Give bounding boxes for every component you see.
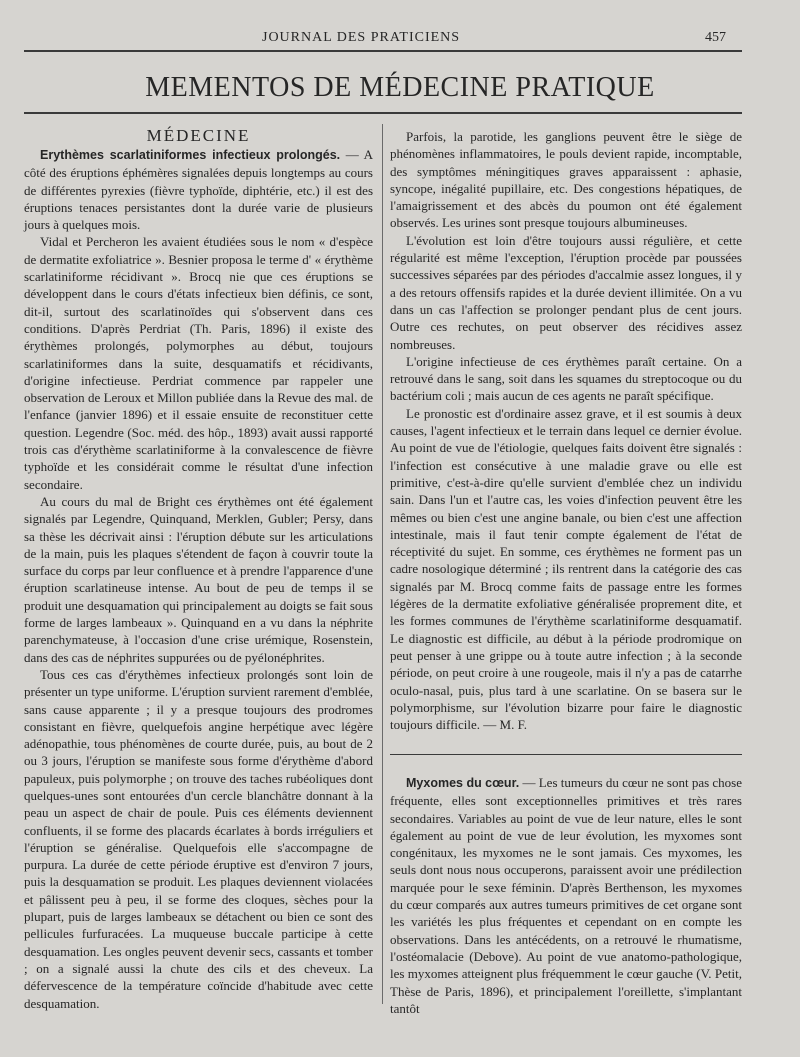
article-paragraph: Au cours du mal de Bright ces érythèmes ont été également signalés par Legendre, Quinquand, Merklen, Gubler; Persy, dans sa thèse les décrivait ainsi : l'éruption débute sur les articulations de la main, puis les plaques s'étendent de façon à couvrir toute la surface du corps par leur confluence et à prendre l'apparence d'une éruption scarlatineuse intense. Au bout de peu de temps il se produit une desquamation qui principalement au doigts se fait sous forme de larges lambeaux ». Quinquand en a vu dans la néphrite parenchymateuse, à l'occasion d'une crise urémique, Rosenstein, dans des cas de néphrites suppurées ou de pyélonéphrites. [24, 493, 373, 665]
right-column [390, 128, 742, 733]
article-title: Erythèmes scarlatiniformes infectieux prolongés. [40, 148, 341, 162]
section-subheading: MÉDECINE [146, 126, 251, 145]
header-rule [24, 50, 742, 52]
article-title: Myxomes du cœur. [406, 776, 520, 790]
article-paragraph: L'évolution est loin d'être toujours aussi régulière, et cette régularité est même l'exception, l'éruption procède par poussées successives séparées par des périodes d'accalmie assez longues, il y a des retours offensifs rapides et la durée devient illimitée. On a vu dans un cas l'affection se prolonger pendant plus de cent jours. Outre ces rechutes, on peut observer des récidives assez nombreuses. [390, 232, 742, 352]
article-paragraph: Le pronostic est d'ordinaire assez grave, et il est soumis à deux causes, l'agent infectieux et le terrain dans lequel ce dernier évolue. Au point de vue de l'étiologie, quelques faits doivent être signalés : l'infection est consécutive à une maladie grave ou elle est primitive, c'est-à-dire qu'elle survient d'emblée chez un individu sain. Dans l'un et l'autre cas, les voies d'infection peuvent être les mêmes ou bien c'est une angine banale, ou bien c'est une affection intestinale, mais il faut tenir compte également de l'état de réceptivité du sujet. En somme, ces érythèmes ne forment pas un cadre nosologique déterminé ; ils rentrent dans la catégorie des cas signalés par M. Brocq comme faits de passage entre les formes légères de la dermatite exfoliative généralisée proprement dite, et les formes communes de l'érythème scarlatiniforme desquamatif. Le diagnostic est difficile, au début à la période prodromique on peut penser à une grippe ou à toute autre infection ; à la seconde période, on peut croire à une rougeole, mais il n'y a pas de catarrhe oculo-nasal, puis, plus tard à une scarlatine. On se basera sur le polymorphisme, sur l'évolution bizarre pour faire le diagnostic toujours difficile. — M. F. [390, 405, 742, 733]
article-text: — Les tumeurs du cœur ne sont pas chose fréquente, elles sont exceptionnelles primitives et très rares secondaires. Variables au point de vue de leur nature, elles le sont également au point de vue de leur évolution, les myxomes sont congénitaux, les myxomes ne le sont jamais. Ces myxomes, les seuls dont nous nous occuperons, paraissent avoir une prédilection marquée pour le sexe féminin. D'après Berthenson, les myxomes du cœur comparés aux autres tumeurs primitives de cet organe sont les variétés les plus fréquentes et cependant on en compte les observations. Dans les antécédents, on a retrouvé le rhumatisme, l'ostéomalacie (Debove). Au point de vue anatomo-pathologique, les myxomes atteignent plus fréquemment le cœur gauche (V. Petit, Thèse de Paris, 1896), et principalement l'oreillette, s'implantant tantôt [390, 775, 742, 1016]
page-number: 457 [705, 30, 726, 45]
article-paragraph: — A côté des éruptions éphémères signalées depuis longtemps au cours de différentes pyrexies (fièvre typhoïde, diphtérie, etc.) il est des éruptions tenaces persistantes dont la durée varie de plusieurs jours à quelques mois. [24, 147, 374, 233]
article-paragraph: Tous ces cas d'érythèmes infectieux prolongés sont loin de présenter un type uniforme. L'éruption survient rarement d'emblée, sans cause apparente ; il y a presque toujours des prodromes consistant en fièvre, quelquefois angine herpétique avec légère adénopathie, tous phénomènes de courte durée, puis, au bout de 2 ou 3 jours, l'éruption se manifeste sous forme d'érythème d'abord papuleux, puis polymorphe ; on trouve des taches rubéoliques dont quelques-unes sont entourées d'un cercle blanchâtre donnant à la peau un aspect de chair de poule. Puis ces éléments deviennent confluents, il se forme des placards écarlates à bords irréguliers et l'éruption se généralise. Quelquefois elle s'accompagne de purpura. La durée de cette période éruptive est d'environ 7 jours, puis la desquamation se produit. Les plaques deviennent violacées et pâlissent peu à peu, il se forme des cloques, sèches pour la plupart, puis de larges lambeaux se détachent ou bien ce sont des pellicules furfuracées. La muqueuse buccale participe à cette desquamation. Les ongles peuvent devenir secs, cassants et tomber ; on a signalé aussi la chute des cils et des cheveux. La défervescence de la température coïncide d'habitude avec cette desquamation. [24, 666, 373, 1011]
article-lead-paragraph [24, 146, 373, 233]
left-column [24, 126, 373, 1012]
column-divider [382, 124, 383, 1004]
second-article [390, 774, 742, 1017]
title-rule [24, 112, 742, 114]
article-paragraph: Vidal et Percheron les avaient étudiées sous le nom « d'espèce de dermatite exfoliatrice ». Besnier proposa le terme d' « érythème scarlatiniforme récidivant ». Brocq nie que ces éruptions se développent dans le cours d'états infectieux bien définis, ce sont, dit-il, surtout des scarlatinoïdes qui s'observent dans ces conditions. D'après Perdriat (Th. Paris, 1896) il existe des érythèmes prolongés, polymorphes au début, toujours scarlatiniformes dans la suite, desquamatifs et récidivants, d'origine infectieuse. Perdriat commence par rappeler une observation de Leroux et Millon publiée dans la Revue des mal. de l'enfance (janvier 1896) et il essaie ensuite de reconstituer cette question. Legendre (Soc. méd. des hôp., 1893) avait aussi rapporté trois cas d'érythème scarlatiniforme à la convalescence de fièvre typhoïde et les considérait comme le résultat d'une infection secondaire. [24, 234, 373, 492]
section-title: MEMENTOS DE MÉDECINE PRATIQUE [145, 72, 655, 103]
running-head [0, 30, 800, 50]
article-paragraph: Parfois, la parotide, les ganglions peuvent être le siège de phénomènes inflammatoires, le pouls devient rapide, incomptable, des symptômes méningitiques graves apparaissent : aphasie, syncope, inégalité pupillaire, etc. Des congestions hépatiques, de l'amaigrissement et des abcès du poumon ont été également observés. Les urines sont presque toujours albumineuses. [390, 129, 742, 231]
journal-title: JOURNAL DES PRATICIENS [262, 30, 461, 45]
article-separator [390, 754, 742, 755]
article-paragraph [390, 774, 742, 1017]
article-paragraph: L'origine infectieuse de ces érythèmes paraît certaine. On a retrouvé dans le sang, soit dans les squames du streptocoque ou du bactérium coli ; mais aucun de ces agents ne paraît spécifique. [390, 353, 742, 404]
